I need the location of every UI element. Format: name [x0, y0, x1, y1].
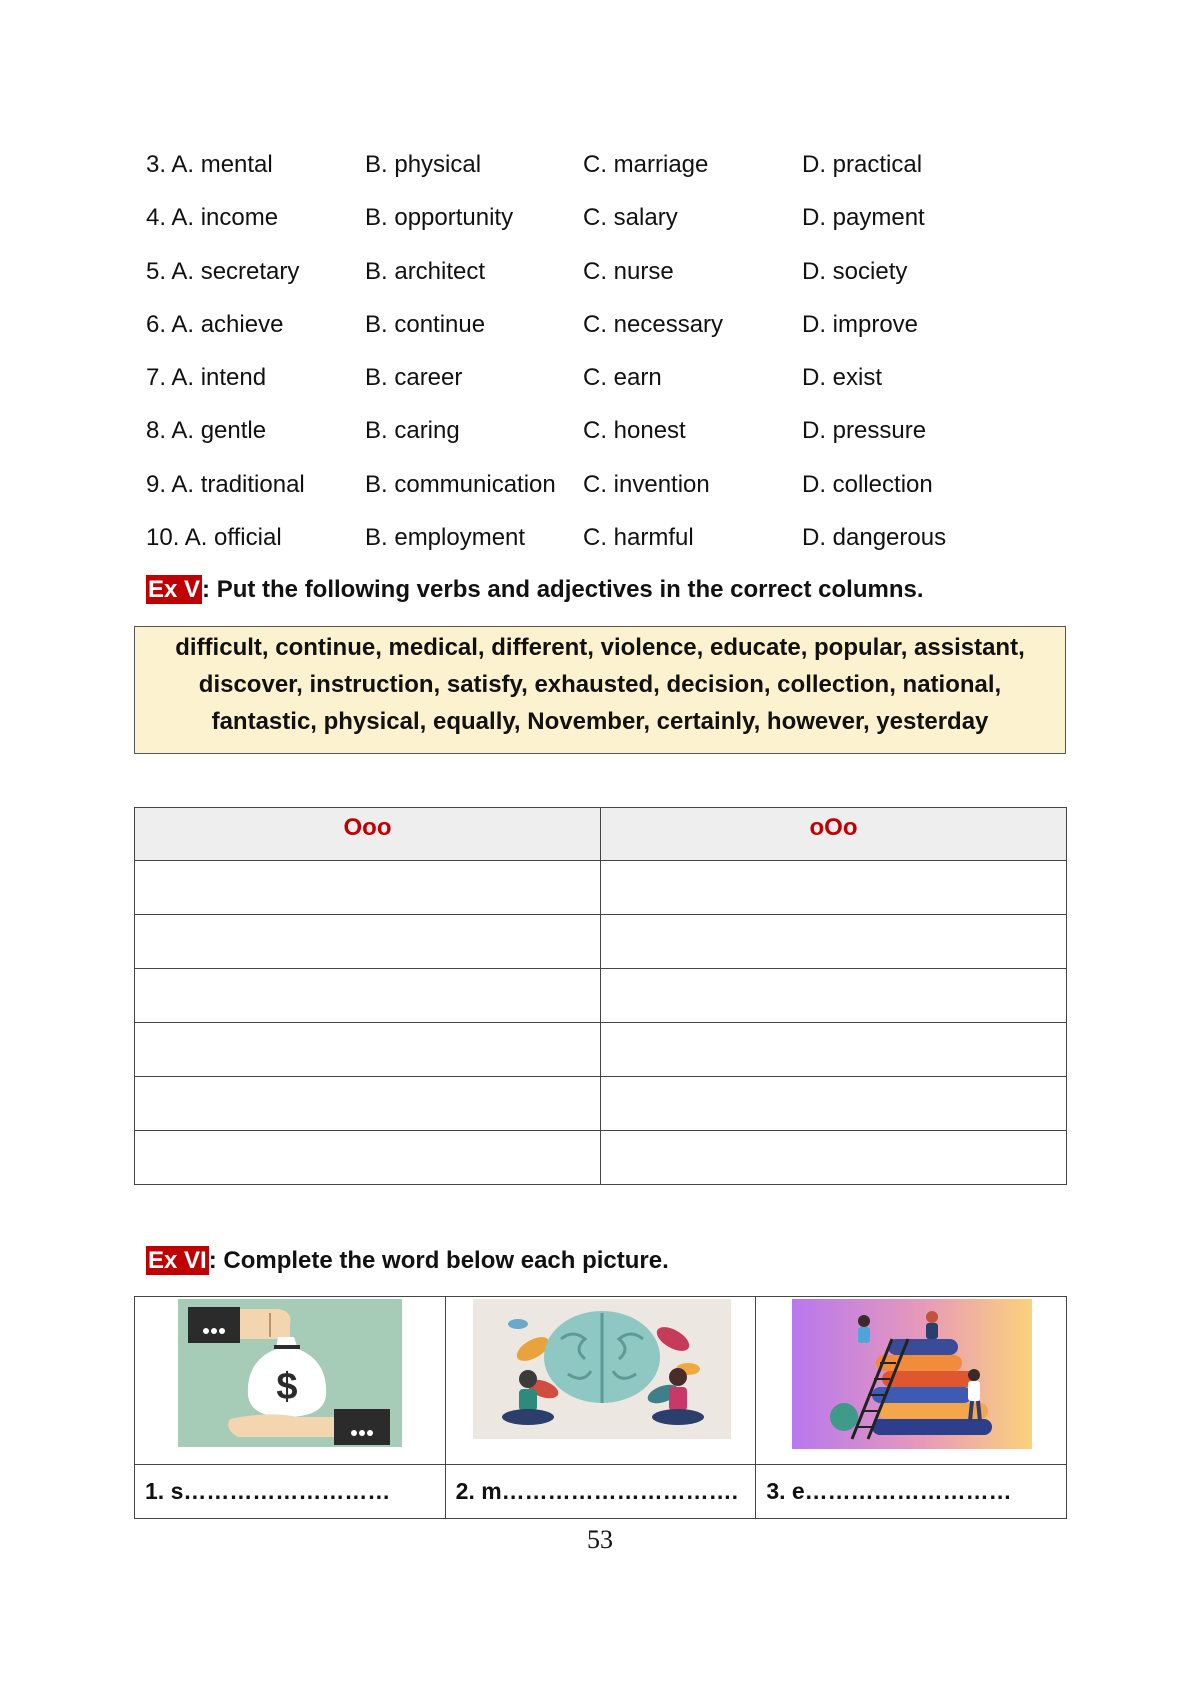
answer-cell[interactable]	[135, 1131, 601, 1185]
option-c: C. honest	[583, 417, 686, 444]
option-c: C. invention	[583, 471, 710, 498]
answer-cell[interactable]	[601, 1023, 1067, 1077]
table-row	[135, 915, 1067, 969]
table-row	[135, 1077, 1067, 1131]
answer-cell[interactable]	[135, 861, 601, 915]
option-a: 8. A. gentle	[146, 417, 267, 444]
picture-answer-1[interactable]: 1. s………………………	[135, 1465, 446, 1519]
answer-cell[interactable]	[601, 1077, 1067, 1131]
table-row	[135, 1131, 1067, 1185]
answer-cell[interactable]	[601, 1131, 1067, 1185]
picture-row	[135, 1297, 1067, 1465]
word-line: difficult, continue, medical, different, violence, educate, popular, assistant,	[175, 634, 1025, 661]
option-b: B. communication	[365, 471, 556, 498]
option-d: D. improve	[802, 311, 919, 338]
option-c: C. marriage	[583, 151, 709, 178]
column-header: Ooo	[135, 808, 601, 861]
table-row	[135, 1023, 1067, 1077]
picture-answer-3[interactable]: 3. e………………………	[756, 1465, 1067, 1519]
picture-cell	[756, 1297, 1067, 1465]
option-b: B. architect	[365, 258, 486, 285]
ex6-heading	[146, 1247, 669, 1275]
option-d: D. exist	[802, 364, 883, 391]
option-c: C. nurse	[583, 258, 674, 285]
word-line: fantastic, physical, equally, November, certainly, however, yesterday	[211, 708, 989, 735]
answer-cell[interactable]	[601, 969, 1067, 1023]
answer-cell[interactable]	[135, 1023, 601, 1077]
option-b: B. employment	[365, 524, 526, 551]
option-c: C. earn	[583, 364, 662, 391]
svg-text:$: $	[276, 1366, 298, 1408]
option-a: 7. A. intend	[146, 364, 267, 391]
option-a: 10. A. official	[146, 524, 282, 551]
column-header: oOo	[601, 808, 1067, 861]
ex6-tag: Ex VI	[148, 1247, 207, 1274]
answer-cell[interactable]	[601, 915, 1067, 969]
option-a: 4. A. income	[146, 204, 279, 231]
money-bag-hands-icon	[178, 1299, 402, 1447]
option-d: D. payment	[802, 204, 925, 231]
picture-answer-2[interactable]: 2. m………………………….	[445, 1465, 756, 1519]
picture-cell	[445, 1297, 756, 1465]
answer-cell[interactable]	[135, 1077, 601, 1131]
table-header-row	[135, 808, 1067, 861]
brain-meditation-icon	[473, 1299, 731, 1439]
option-c: C. harmful	[583, 524, 694, 551]
option-b: B. physical	[365, 151, 482, 178]
picture-table	[134, 1296, 1067, 1519]
option-d: D. dangerous	[802, 524, 947, 551]
books-stack-people-icon	[792, 1299, 1032, 1449]
picture-cell	[135, 1297, 446, 1465]
word-box	[134, 626, 1066, 754]
option-c: C. salary	[583, 204, 678, 231]
option-b: B. career	[365, 364, 463, 391]
answer-cell[interactable]	[601, 861, 1067, 915]
option-d: D. society	[802, 258, 908, 285]
option-c: C. necessary	[583, 311, 724, 338]
table-row	[135, 969, 1067, 1023]
option-d: D. pressure	[802, 417, 927, 444]
option-b: B. caring	[365, 417, 460, 444]
ex5-tag: Ex V	[148, 576, 201, 603]
table-row	[135, 861, 1067, 915]
option-a: 3. A. mental	[146, 151, 273, 178]
option-d: D. practical	[802, 151, 923, 178]
answer-cell[interactable]	[135, 915, 601, 969]
option-a: 6. A. achieve	[146, 311, 284, 338]
ex5-heading	[146, 576, 924, 604]
answer-cell[interactable]	[135, 969, 601, 1023]
page-number: 53	[587, 1525, 613, 1554]
ex6-instruction: : Complete the word below each picture.	[208, 1247, 669, 1274]
option-d: D. collection	[802, 471, 933, 498]
word-line: discover, instruction, satisfy, exhausted, decision, collection, national,	[198, 671, 1002, 698]
option-b: B. opportunity	[365, 204, 514, 231]
ex5-instruction: : Put the following verbs and adjectives in the correct columns.	[202, 576, 924, 603]
option-a: 5. A. secretary	[146, 258, 300, 285]
option-a: 9. A. traditional	[146, 471, 305, 498]
label-row	[135, 1465, 1067, 1519]
option-b: B. continue	[365, 311, 486, 338]
stress-table	[134, 807, 1067, 1185]
